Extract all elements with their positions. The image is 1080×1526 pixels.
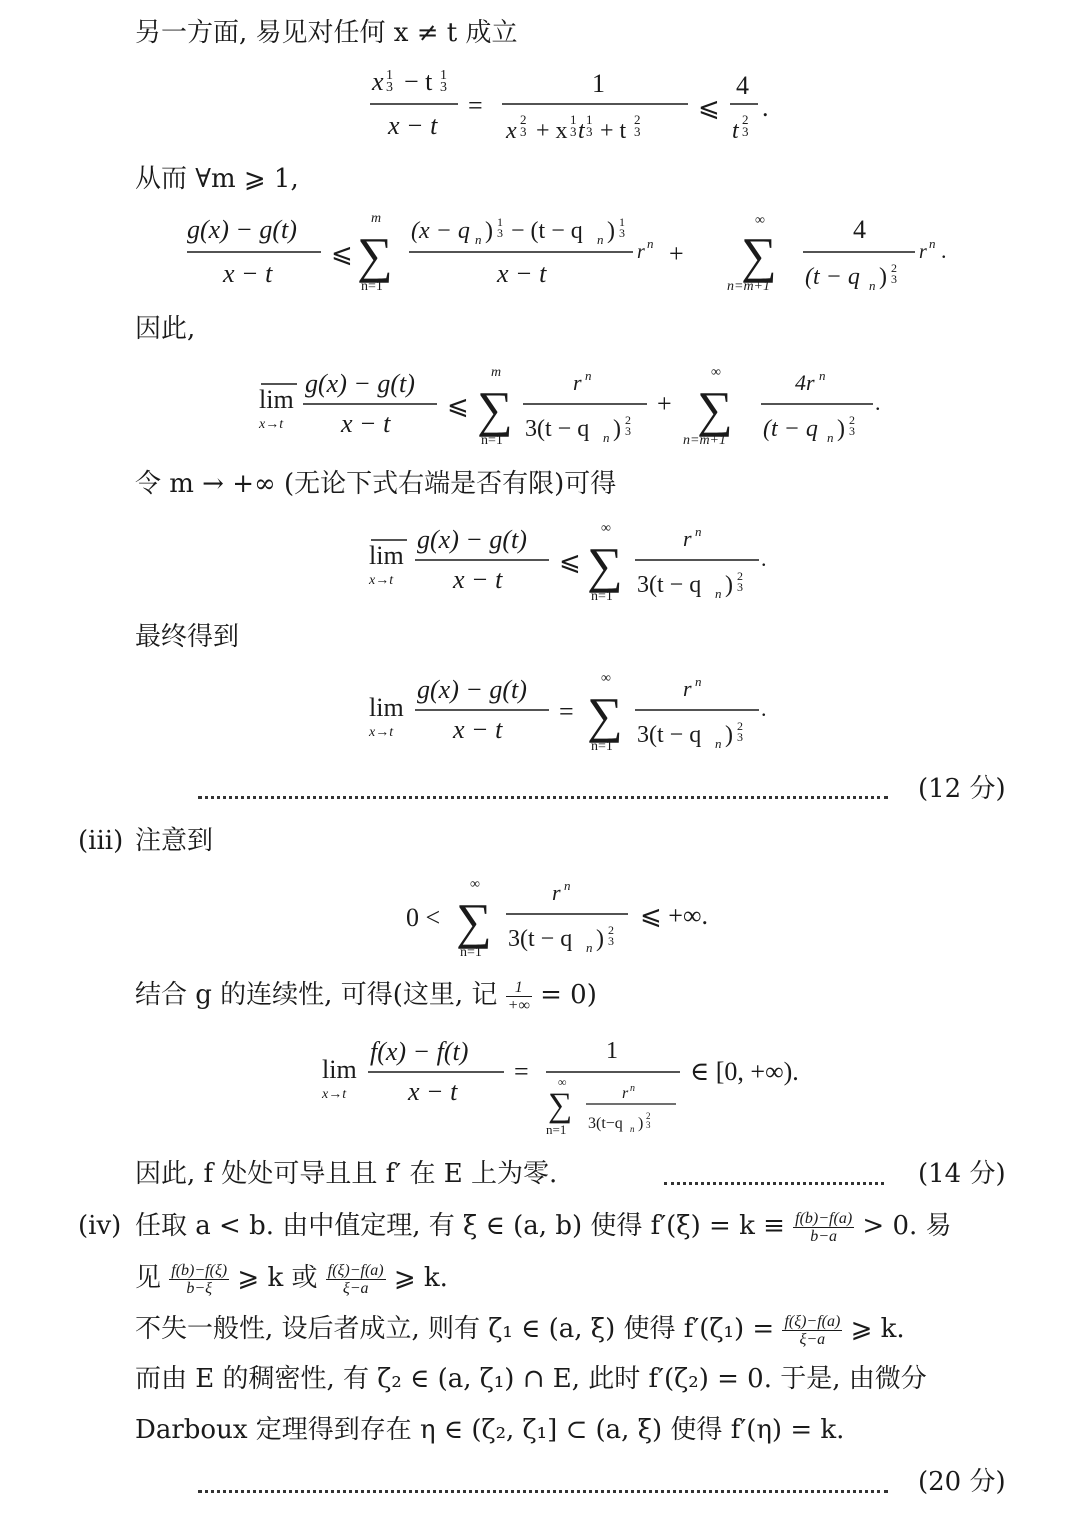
svg-text:∑: ∑	[741, 227, 777, 283]
svg-text:(x − q: (x − q	[411, 218, 470, 244]
svg-text:1: 1	[440, 68, 447, 83]
svg-text:− (t − q: − (t − q	[511, 218, 583, 244]
equation-4	[365, 516, 785, 620]
svg-text:1: 1	[570, 112, 577, 127]
svg-text:∑: ∑	[587, 687, 623, 743]
equation-3	[255, 358, 895, 462]
text-line-7-tail: = 0)	[540, 980, 597, 1010]
svg-text:.: .	[941, 238, 947, 263]
svg-text:2: 2	[625, 413, 631, 427]
svg-text:.: .	[761, 546, 767, 571]
text-line-9a-body: 任取 a < b. 由中值定理, 有 ξ ∈ (a, b) 使得 f′(ξ) = k ≡	[135, 1211, 785, 1241]
svg-text:4r: 4r	[795, 370, 815, 395]
svg-text:x − t: x − t	[453, 715, 503, 744]
equation-7	[318, 1030, 838, 1146]
fraction-fxi-fa	[782, 1313, 842, 1348]
svg-text:3: 3	[570, 124, 577, 139]
svg-text:n: n	[597, 232, 604, 247]
svg-text:2: 2	[891, 261, 897, 275]
text-line-8: 因此, f 处处可导且且 f′ 在 E 上为零.	[135, 1159, 558, 1189]
svg-text:3(t − q: 3(t − q	[637, 722, 702, 748]
svg-text:x: x	[506, 118, 517, 144]
svg-text:n: n	[630, 1083, 635, 1094]
svg-text:n: n	[564, 878, 571, 893]
svg-text:n: n	[475, 232, 482, 247]
svg-text:2: 2	[608, 923, 614, 937]
svg-text:m: m	[371, 211, 382, 226]
svg-text:): )	[837, 416, 845, 442]
svg-text:n=1: n=1	[460, 945, 482, 960]
score-12: (12 分)	[918, 774, 1006, 804]
svg-text:n: n	[827, 430, 834, 445]
svg-text:r: r	[919, 241, 927, 263]
svg-text:1: 1	[386, 68, 393, 83]
svg-text:=: =	[514, 1057, 529, 1086]
fraction-fb-fa	[793, 1210, 854, 1245]
svg-text:1: 1	[497, 215, 503, 229]
svg-text:n: n	[715, 586, 722, 601]
svg-text:3: 3	[737, 580, 743, 594]
text-line-2: 从而 ∀m ⩾ 1,	[135, 164, 299, 194]
svg-text:x→t: x→t	[369, 573, 394, 588]
svg-text:g(x) − g(t): g(x) − g(t)	[417, 525, 527, 554]
svg-text:n: n	[869, 278, 876, 293]
svg-text:f(x) − f(t): f(x) − f(t)	[370, 1037, 469, 1066]
text-line-12: Darboux 定理得到存在 η ∈ (ζ₂, ζ₁] ⊂ (a, ξ) 使得 f′(η) = k.	[135, 1415, 845, 1445]
svg-text:x − t: x − t	[408, 1077, 458, 1106]
svg-text:+: +	[657, 389, 672, 418]
svg-text:1: 1	[606, 1038, 618, 1064]
svg-text:): )	[725, 572, 733, 598]
svg-text:∞: ∞	[755, 213, 765, 228]
svg-text:r: r	[622, 1085, 629, 1102]
svg-text:): )	[485, 218, 493, 244]
svg-text:(t − q: (t − q	[763, 416, 818, 442]
svg-text:n: n	[819, 368, 826, 383]
text-line-9b-head: 见	[135, 1263, 162, 1293]
score-14: (14 分)	[918, 1159, 1006, 1189]
svg-text:∑: ∑	[477, 381, 513, 437]
svg-text:g(x) − g(t): g(x) − g(t)	[417, 675, 527, 704]
svg-text:+ x: + x	[536, 118, 568, 144]
svg-text:n=1: n=1	[591, 739, 613, 754]
svg-text:2: 2	[634, 112, 641, 127]
svg-text:3: 3	[634, 124, 641, 139]
text-line-4: 令 m → +∞ (无论下式右端是否有限)可得	[135, 469, 617, 499]
text-line-6: 注意到	[135, 826, 214, 856]
svg-text:⩽ +∞.: ⩽ +∞.	[640, 901, 708, 930]
svg-text:x→t: x→t	[259, 417, 284, 432]
svg-text:n: n	[695, 674, 702, 689]
svg-text:2: 2	[737, 719, 743, 733]
svg-text:0 <: 0 <	[406, 903, 441, 932]
svg-text:⩽: ⩽	[331, 239, 353, 268]
svg-text:g(x) − g(t): g(x) − g(t)	[187, 215, 297, 244]
svg-text:n: n	[586, 940, 593, 955]
svg-text:3(t−q: 3(t−q	[588, 1115, 623, 1132]
fraction-denominator: ξ−a	[342, 1279, 369, 1297]
svg-text:1: 1	[619, 215, 625, 229]
svg-text:n=m+1: n=m+1	[683, 433, 727, 448]
svg-text:∑: ∑	[456, 893, 492, 949]
equation-2	[185, 206, 965, 310]
fraction-fxi-fa	[326, 1262, 386, 1297]
svg-text:): )	[596, 926, 604, 952]
svg-text:− t: − t	[404, 67, 433, 96]
svg-text:r: r	[683, 676, 692, 701]
svg-text:t: t	[732, 118, 739, 144]
svg-text:.: .	[761, 696, 767, 721]
svg-text:∞: ∞	[601, 671, 611, 686]
fraction-numerator: f(b)−f(ξ)	[171, 1261, 228, 1279]
svg-text:n=1: n=1	[361, 279, 383, 294]
svg-text:x→t: x→t	[322, 1087, 347, 1102]
svg-text:3: 3	[646, 1120, 651, 1130]
svg-text:x − t: x − t	[341, 409, 391, 438]
svg-text:n=1: n=1	[481, 433, 503, 448]
svg-text:g(x) − g(t): g(x) − g(t)	[305, 369, 415, 398]
fraction-one-over-inf	[506, 979, 532, 1014]
dotted-leader	[198, 1486, 888, 1493]
svg-text:): )	[725, 722, 733, 748]
svg-text:n: n	[695, 524, 702, 539]
text-line-9a	[135, 1209, 952, 1245]
svg-text:∑: ∑	[587, 537, 623, 593]
svg-text:∞: ∞	[601, 521, 611, 536]
svg-text:3: 3	[891, 272, 897, 286]
svg-text:n: n	[929, 236, 936, 251]
svg-text:2: 2	[742, 112, 749, 127]
svg-text:2: 2	[737, 569, 743, 583]
svg-text:3(t − q: 3(t − q	[508, 926, 573, 952]
svg-text:lim: lim	[259, 385, 294, 414]
text-line-1: 另一方面, 易见对任何 x ≠ t 成立	[135, 18, 518, 48]
svg-text:t: t	[578, 118, 585, 144]
svg-text:=: =	[468, 91, 483, 120]
svg-text:2: 2	[520, 112, 527, 127]
text-line-9b-mid: ⩾ k 或	[237, 1263, 318, 1293]
svg-text:3: 3	[608, 934, 614, 948]
svg-text:1: 1	[586, 112, 593, 127]
svg-text:x − t: x − t	[497, 259, 547, 288]
text-line-9b	[135, 1261, 448, 1297]
svg-text:): )	[613, 416, 621, 442]
svg-text:lim: lim	[322, 1055, 357, 1084]
svg-text:∞: ∞	[470, 877, 480, 892]
fraction-numerator: 1	[506, 979, 532, 997]
svg-text:3: 3	[520, 124, 527, 139]
svg-text:m: m	[491, 365, 502, 380]
svg-text:⩽: ⩽	[447, 391, 469, 420]
fraction-numerator: f(b)−f(a)	[795, 1209, 853, 1227]
svg-text:3: 3	[625, 424, 631, 438]
svg-text:3: 3	[497, 226, 503, 240]
svg-text:n=1: n=1	[546, 1122, 567, 1137]
svg-text:∞: ∞	[711, 365, 721, 380]
fraction-denominator: b−a	[810, 1227, 838, 1245]
svg-text:3(t − q: 3(t − q	[525, 416, 590, 442]
svg-text:n: n	[715, 736, 722, 751]
text-line-9b-tail: ⩾ k.	[393, 1263, 448, 1293]
svg-text:r: r	[637, 241, 645, 263]
text-line-7-body: 结合 g 的连续性, 可得(这里, 记	[135, 980, 498, 1010]
svg-text:x − t: x − t	[223, 259, 273, 288]
fraction-denominator: +∞	[507, 996, 530, 1014]
part-label-iii: (iii)	[78, 826, 124, 856]
fraction-denominator: ξ−a	[799, 1330, 826, 1348]
text-line-11: 而由 E 的稠密性, 有 ζ₂ ∈ (a, ζ₁) ∩ E, 此时 f′(ζ₂) = 0. 于是, 由微分	[135, 1364, 927, 1394]
equation-6	[402, 872, 742, 976]
svg-text:⩽: ⩽	[559, 547, 581, 576]
svg-text:n=m+1: n=m+1	[727, 279, 771, 294]
svg-text:n: n	[603, 430, 610, 445]
svg-text:+: +	[669, 239, 684, 268]
svg-text:r: r	[552, 880, 561, 905]
equation-1	[360, 62, 780, 156]
fraction-numerator: f(ξ)−f(a)	[327, 1261, 384, 1279]
svg-text:∑: ∑	[697, 381, 733, 437]
text-line-7	[135, 978, 597, 1014]
text-line-10-tail: ⩾ k.	[850, 1314, 905, 1344]
svg-text:∑: ∑	[548, 1087, 573, 1124]
fraction-fb-fxi	[169, 1262, 229, 1297]
svg-text:3(t − q: 3(t − q	[637, 572, 702, 598]
svg-text:x: x	[372, 67, 384, 96]
svg-text:(t − q: (t − q	[805, 264, 860, 290]
svg-text:): )	[607, 218, 615, 244]
text-line-3: 因此,	[135, 314, 196, 344]
svg-text:x→t: x→t	[369, 725, 394, 740]
text-line-9a-tail: > 0. 易	[862, 1211, 952, 1241]
fraction-numerator: f(ξ)−f(a)	[784, 1312, 841, 1330]
svg-text:∈ [0, +∞).: ∈ [0, +∞).	[690, 1057, 799, 1086]
svg-text:+ t: + t	[600, 118, 627, 144]
text-line-10-body: 不失一般性, 设后者成立, 则有 ζ₁ ∈ (a, ξ) 使得 f′(ζ₁) =	[135, 1314, 775, 1344]
svg-text:3: 3	[440, 80, 447, 95]
svg-text:4: 4	[736, 71, 749, 100]
svg-text:3: 3	[619, 226, 625, 240]
svg-text:⩽: ⩽	[698, 93, 720, 122]
svg-text:.: .	[762, 93, 769, 122]
svg-text:r: r	[573, 370, 582, 395]
svg-text:3: 3	[737, 730, 743, 744]
svg-text:1: 1	[592, 69, 605, 98]
svg-text:lim: lim	[369, 541, 404, 570]
svg-text:.: .	[875, 390, 881, 415]
svg-text:4: 4	[853, 215, 866, 244]
svg-text:n: n	[585, 368, 592, 383]
svg-text:x − t: x − t	[453, 565, 503, 594]
equation-5	[365, 666, 785, 770]
svg-text:∑: ∑	[357, 227, 393, 283]
part-label-iv: (iv)	[78, 1211, 122, 1241]
svg-text:=: =	[559, 697, 574, 726]
svg-text:lim: lim	[369, 693, 404, 722]
dotted-leader	[664, 1178, 884, 1185]
svg-text:∞: ∞	[558, 1075, 567, 1089]
svg-text:x − t: x − t	[388, 111, 438, 140]
svg-text:2: 2	[646, 1111, 651, 1121]
svg-text:n: n	[630, 1124, 635, 1134]
dotted-leader	[198, 792, 888, 799]
svg-text:2: 2	[849, 413, 855, 427]
svg-text:n=1: n=1	[591, 589, 613, 604]
svg-text:3: 3	[849, 424, 855, 438]
svg-text:): )	[638, 1115, 644, 1132]
svg-text:n: n	[647, 236, 654, 251]
text-line-5: 最终得到	[135, 622, 240, 652]
svg-text:3: 3	[586, 124, 593, 139]
fraction-denominator: b−ξ	[186, 1279, 213, 1297]
text-line-10	[135, 1312, 905, 1348]
svg-text:r: r	[683, 526, 692, 551]
svg-text:3: 3	[742, 124, 749, 139]
svg-text:3: 3	[386, 80, 393, 95]
svg-text:): )	[879, 264, 887, 290]
score-20: (20 分)	[918, 1467, 1006, 1497]
